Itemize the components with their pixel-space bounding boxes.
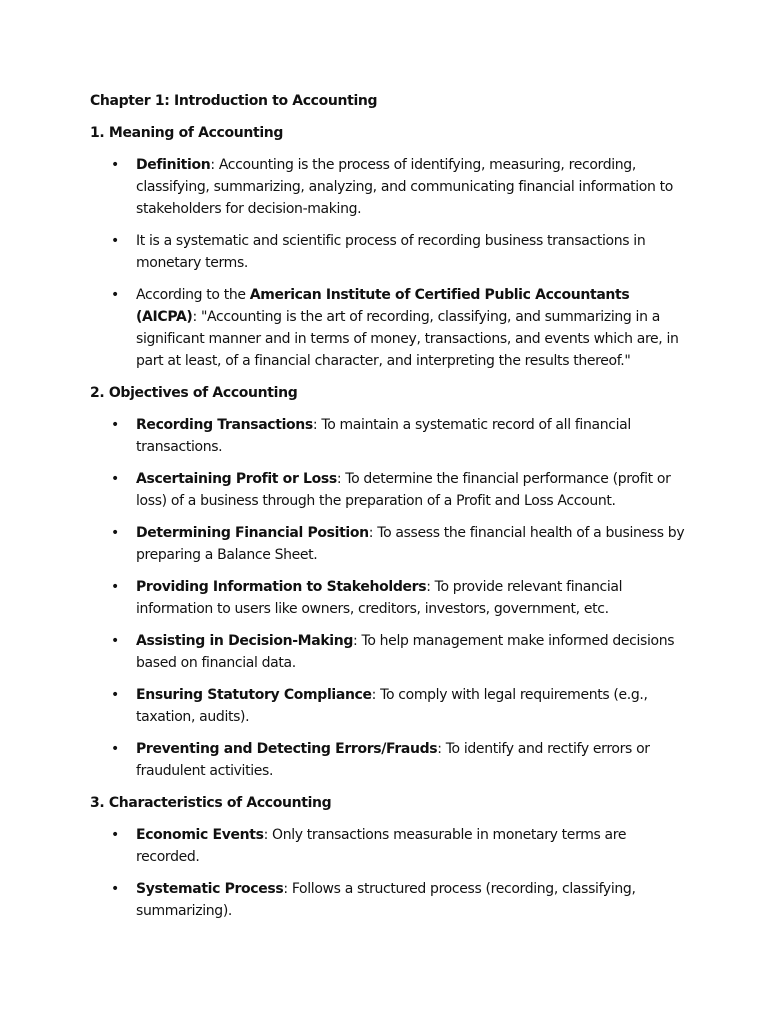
item-text: : To provide relevant financial information to users like owners, creditors, investors, government, etc. bbox=[136, 579, 623, 617]
item-text: : Follows a structured process (recording, classifying, summarizing). bbox=[136, 881, 636, 919]
item-text: : Only transactions measurable in monetary terms are recorded. bbox=[136, 827, 627, 865]
section-heading-objectives: 2. Objectives of Accounting bbox=[90, 385, 298, 401]
item-term: Providing Information to Stakeholders bbox=[136, 579, 427, 595]
item-term: American Institute of Certified Public Accountants (AICPA) bbox=[136, 287, 630, 325]
section-list-objectives bbox=[90, 414, 690, 782]
list-item bbox=[90, 522, 690, 566]
list-item bbox=[90, 824, 690, 868]
item-term: Assisting in Decision-Making bbox=[136, 633, 354, 649]
section-list-meaning bbox=[90, 154, 690, 372]
item-term: Definition bbox=[136, 157, 211, 173]
item-text: : To assess the financial health of a business by preparing a Balance Sheet. bbox=[136, 525, 685, 563]
item-term: Ascertaining Profit or Loss bbox=[136, 471, 337, 487]
list-item bbox=[90, 630, 690, 674]
item-term: Determining Financial Position bbox=[136, 525, 369, 541]
list-item bbox=[90, 414, 690, 458]
list-item bbox=[90, 576, 690, 620]
list-item bbox=[90, 468, 690, 512]
section-heading-characteristics: 3. Characteristics of Accounting bbox=[90, 795, 332, 811]
item-term: Recording Transactions bbox=[136, 417, 313, 433]
section-heading-meaning: 1. Meaning of Accounting bbox=[90, 125, 284, 141]
item-text: : To identify and rectify errors or fraudulent activities. bbox=[136, 741, 650, 779]
document-page bbox=[90, 90, 690, 932]
list-item bbox=[90, 284, 690, 372]
item-text: : To comply with legal requirements (e.g., taxation, audits). bbox=[136, 687, 648, 725]
section-list-characteristics bbox=[90, 824, 690, 922]
list-item bbox=[90, 738, 690, 782]
list-item bbox=[90, 878, 690, 922]
item-text: : "Accounting is the art of recording, classifying, and summarizing in a significant manner and in terms of money, transactions, and events which are, in part at least, of a financial character, and interpreting the results thereof." bbox=[136, 309, 679, 369]
item-term: Preventing and Detecting Errors/Frauds bbox=[136, 741, 438, 757]
item-text: : To maintain a systematic record of all financial transactions. bbox=[136, 417, 631, 455]
list-item bbox=[90, 154, 690, 220]
item-text: It is a systematic and scientific process of recording business transactions in monetary terms. bbox=[136, 233, 646, 271]
item-term: Economic Events bbox=[136, 827, 264, 843]
item-text: : To help management make informed decisions based on financial data. bbox=[136, 633, 675, 671]
list-item bbox=[90, 684, 690, 728]
item-term: Systematic Process bbox=[136, 881, 284, 897]
item-text: : Accounting is the process of identifying, measuring, recording, classifying, summarizing, analyzing, and communicating financial information to stakeholders for decision-making. bbox=[136, 157, 673, 217]
item-text: : To determine the financial performance (profit or loss) of a business through the preparation of a Profit and Loss Account. bbox=[136, 471, 671, 509]
item-term: Ensuring Statutory Compliance bbox=[136, 687, 372, 703]
item-prefix: According to the bbox=[136, 287, 250, 303]
chapter-title: Chapter 1: Introduction to Accounting bbox=[90, 93, 378, 109]
list-item bbox=[90, 230, 690, 274]
